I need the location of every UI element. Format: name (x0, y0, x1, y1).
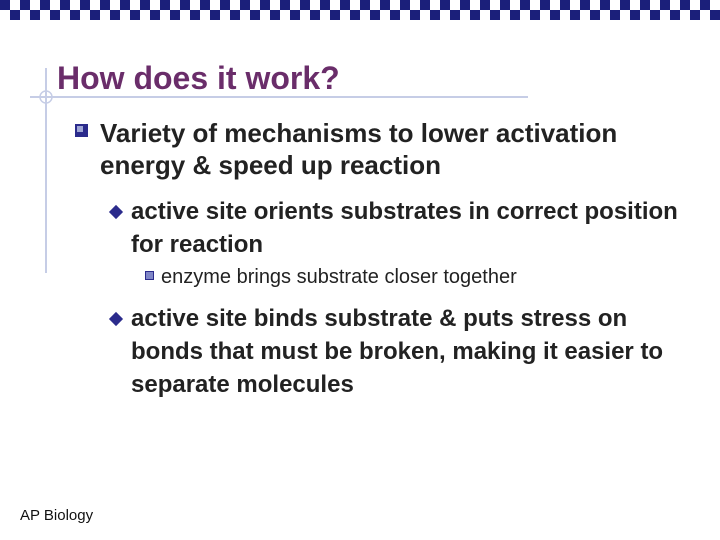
diamond-bullet-icon (109, 205, 123, 219)
bullet-brings-substrate-closer: enzyme brings substrate closer together (161, 266, 517, 288)
crosshair-icon (36, 87, 56, 107)
bullet-variety-of-mechanisms: Variety of mechanisms to lower activation energy & speed up reaction (100, 118, 618, 180)
bullet-binds-substrate: active site binds substrate & puts stress on bonds that must be broken, making it easier to separate molecules (131, 305, 664, 398)
bullet-orients-substrates: active site orients substrates in correct position for reaction (131, 198, 678, 258)
footer-course-label: AP Biology (20, 507, 94, 524)
square-bullet-icon (75, 124, 88, 137)
slide-title: How does it work? (57, 60, 340, 96)
small-square-bullet-icon (145, 271, 154, 280)
checkered-banner (0, 0, 720, 20)
diamond-bullet-icon (109, 312, 123, 326)
